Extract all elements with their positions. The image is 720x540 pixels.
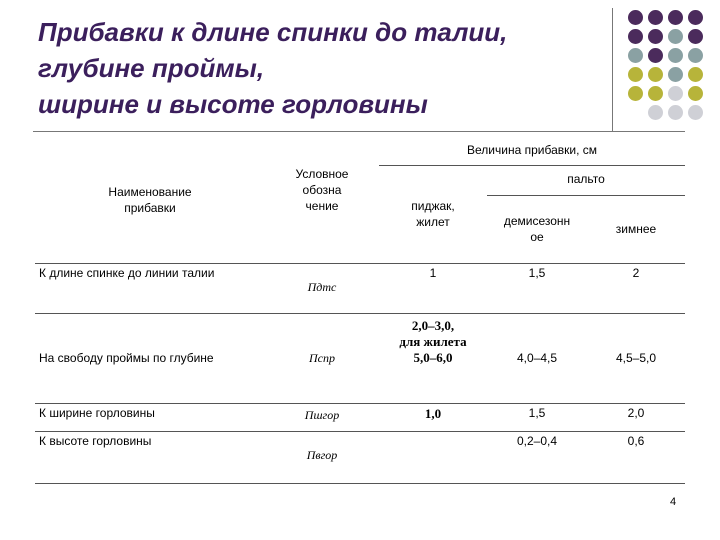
row-demi: 1,5 xyxy=(487,403,587,431)
row-jacket-line-2: для жилета xyxy=(399,333,467,349)
decor-vertical-line xyxy=(612,8,613,132)
decor-dot xyxy=(668,67,683,82)
title-line-1: Прибавки к длине спинки до талии, xyxy=(38,17,508,47)
table-row xyxy=(35,263,685,313)
row-name: На свободу проймы по глубине xyxy=(35,313,265,403)
table-row xyxy=(35,431,685,483)
row-demi: 1,5 xyxy=(487,263,587,313)
row-name: К высоте горловины xyxy=(35,431,265,483)
header-demi-line-1: демисезонн xyxy=(503,214,571,228)
row-winter: 2,0 xyxy=(587,403,685,431)
header-name-line-2: прибавки xyxy=(124,200,176,215)
decor-dot xyxy=(648,67,663,82)
header-name-cell xyxy=(35,137,265,263)
row-jacket: 1,0 xyxy=(379,403,487,431)
row-jacket-cell xyxy=(379,313,487,403)
header-symbol-cell xyxy=(265,137,379,263)
slide-title xyxy=(38,14,618,122)
row-demi: 4,0–4,5 xyxy=(487,313,587,403)
page-number: 4 xyxy=(670,496,677,508)
row-jacket-line-3: 5,0–6,0 xyxy=(413,349,453,365)
decor-dot xyxy=(688,29,703,44)
row-winter: 0,6 xyxy=(587,431,685,483)
header-winter: зимнее xyxy=(587,195,685,263)
row-jacket xyxy=(379,431,487,483)
decor-dot xyxy=(648,29,663,44)
header-name-line-1: Наименование xyxy=(108,184,192,199)
decor-dot xyxy=(688,105,703,120)
header-symbol-line-1: Условное xyxy=(295,166,349,181)
title-line-3: ширине и высоте горловины xyxy=(38,89,428,119)
decor-dot xyxy=(628,10,643,25)
decor-dot xyxy=(648,105,663,120)
decor-dot xyxy=(628,48,643,63)
decor-dot xyxy=(668,105,683,120)
row-symbol: Пвгор xyxy=(265,431,379,483)
row-name: К ширине горловины xyxy=(35,403,265,431)
table-header-row xyxy=(35,137,685,165)
decor-dot xyxy=(648,10,663,25)
header-coat: пальто xyxy=(487,165,685,195)
decor-dot xyxy=(668,10,683,25)
allowances-table xyxy=(35,137,685,484)
decor-dot-grid xyxy=(628,10,712,118)
decor-dot xyxy=(688,67,703,82)
row-winter: 4,5–5,0 xyxy=(587,313,685,403)
row-name: К длине спинке до линии талии xyxy=(35,263,265,313)
header-demi-line-2: ое xyxy=(530,230,544,244)
header-demi-cell xyxy=(487,195,587,263)
row-symbol: Пспр xyxy=(265,313,379,403)
decor-dot xyxy=(628,86,643,101)
decor-dot xyxy=(668,29,683,44)
decor-dot xyxy=(668,48,683,63)
row-winter: 2 xyxy=(587,263,685,313)
row-jacket-line-1: 2,0–3,0, xyxy=(411,317,455,333)
decor-dot xyxy=(668,86,683,101)
header-symbol-line-3: чение xyxy=(305,198,339,213)
title-line-2: глубине проймы, xyxy=(38,53,265,83)
header-value-group: Величина прибавки, см xyxy=(379,137,685,165)
table-row xyxy=(35,313,685,403)
decor-dot xyxy=(648,48,663,63)
header-jacket-line-1: пиджак, xyxy=(411,199,455,213)
decor-dot xyxy=(688,86,703,101)
decor-dot xyxy=(688,48,703,63)
row-demi: 0,2–0,4 xyxy=(487,431,587,483)
table-row xyxy=(35,403,685,431)
header-jacket-cell xyxy=(379,165,487,263)
row-jacket: 1 xyxy=(379,263,487,313)
row-symbol: Пшгор xyxy=(265,403,379,431)
header-symbol-line-2: обозна xyxy=(302,182,342,197)
decor-dot xyxy=(648,86,663,101)
decor-dot xyxy=(688,10,703,25)
decor-dot xyxy=(628,29,643,44)
row-symbol: Пдтс xyxy=(265,263,379,313)
decor-dot xyxy=(628,67,643,82)
decor-horizontal-line xyxy=(33,131,685,132)
header-jacket-line-2: жилет xyxy=(416,215,450,229)
